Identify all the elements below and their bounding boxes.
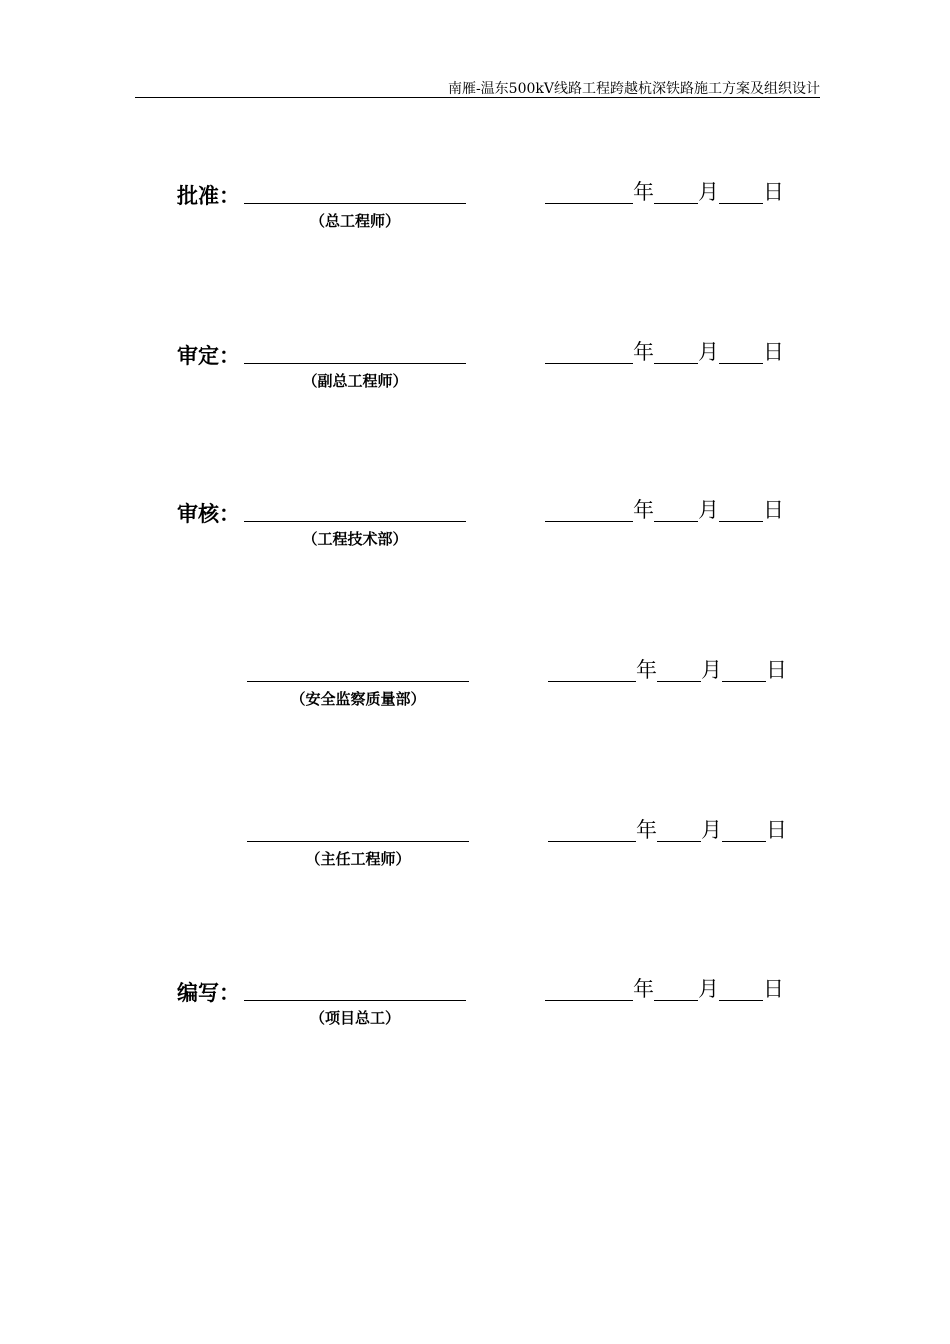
year-unit: 年 bbox=[636, 658, 657, 682]
signature-line[interactable] bbox=[247, 841, 469, 842]
date-fields bbox=[548, 658, 787, 682]
signature-line[interactable] bbox=[244, 363, 466, 364]
day-unit: 日 bbox=[763, 977, 784, 1001]
day-blank[interactable] bbox=[719, 341, 763, 364]
year-unit: 年 bbox=[633, 977, 654, 1001]
role-caption: （项目总工） bbox=[309, 1009, 400, 1027]
date-fields bbox=[545, 180, 784, 204]
month-blank[interactable] bbox=[654, 499, 698, 522]
day-unit: 日 bbox=[766, 658, 787, 682]
row-label: 审核： bbox=[177, 502, 240, 526]
month-unit: 月 bbox=[701, 658, 722, 682]
year-blank[interactable] bbox=[545, 499, 633, 522]
signature-row-audit bbox=[0, 498, 950, 558]
date-fields bbox=[548, 818, 787, 842]
month-blank[interactable] bbox=[657, 819, 701, 842]
role-caption: （总工程师） bbox=[309, 212, 400, 230]
year-unit: 年 bbox=[636, 818, 657, 842]
month-unit: 月 bbox=[698, 977, 719, 1001]
year-blank[interactable] bbox=[545, 341, 633, 364]
month-unit: 月 bbox=[701, 818, 722, 842]
signature-row-safety bbox=[0, 658, 950, 718]
row-label: 批准： bbox=[177, 184, 240, 208]
year-unit: 年 bbox=[633, 340, 654, 364]
signature-row-author bbox=[0, 977, 950, 1037]
day-blank[interactable] bbox=[719, 499, 763, 522]
header-rule bbox=[135, 97, 820, 98]
day-unit: 日 bbox=[766, 818, 787, 842]
date-fields bbox=[545, 977, 784, 1001]
year-blank[interactable] bbox=[545, 978, 633, 1001]
month-unit: 月 bbox=[698, 498, 719, 522]
role-caption: （工程技术部） bbox=[302, 530, 408, 548]
signature-line[interactable] bbox=[244, 1000, 466, 1001]
year-unit: 年 bbox=[633, 180, 654, 204]
day-blank[interactable] bbox=[719, 978, 763, 1001]
day-blank[interactable] bbox=[719, 181, 763, 204]
role-caption: （副总工程师） bbox=[302, 372, 408, 390]
day-unit: 日 bbox=[763, 498, 784, 522]
day-blank[interactable] bbox=[722, 659, 766, 682]
date-fields bbox=[545, 498, 784, 522]
day-unit: 日 bbox=[763, 180, 784, 204]
signature-line[interactable] bbox=[244, 203, 466, 204]
signature-line[interactable] bbox=[247, 681, 469, 682]
day-blank[interactable] bbox=[722, 819, 766, 842]
signature-line[interactable] bbox=[244, 521, 466, 522]
month-unit: 月 bbox=[698, 340, 719, 364]
role-caption: （安全监察质量部） bbox=[290, 690, 426, 708]
row-label: 审定： bbox=[177, 344, 240, 368]
signature-row-approve bbox=[0, 180, 950, 240]
date-fields bbox=[545, 340, 784, 364]
year-blank[interactable] bbox=[545, 181, 633, 204]
day-unit: 日 bbox=[763, 340, 784, 364]
year-unit: 年 bbox=[633, 498, 654, 522]
signature-row-review bbox=[0, 340, 950, 400]
month-blank[interactable] bbox=[657, 659, 701, 682]
year-blank[interactable] bbox=[548, 659, 636, 682]
month-blank[interactable] bbox=[654, 341, 698, 364]
month-blank[interactable] bbox=[654, 978, 698, 1001]
role-caption: （主任工程师） bbox=[305, 850, 411, 868]
month-unit: 月 bbox=[698, 180, 719, 204]
year-blank[interactable] bbox=[548, 819, 636, 842]
document-header: 南雁-温东500kV线路工程跨越杭深铁路施工方案及组织设计 bbox=[447, 81, 820, 97]
row-label: 编写： bbox=[177, 981, 240, 1005]
month-blank[interactable] bbox=[654, 181, 698, 204]
signature-row-chief-engineer bbox=[0, 818, 950, 878]
